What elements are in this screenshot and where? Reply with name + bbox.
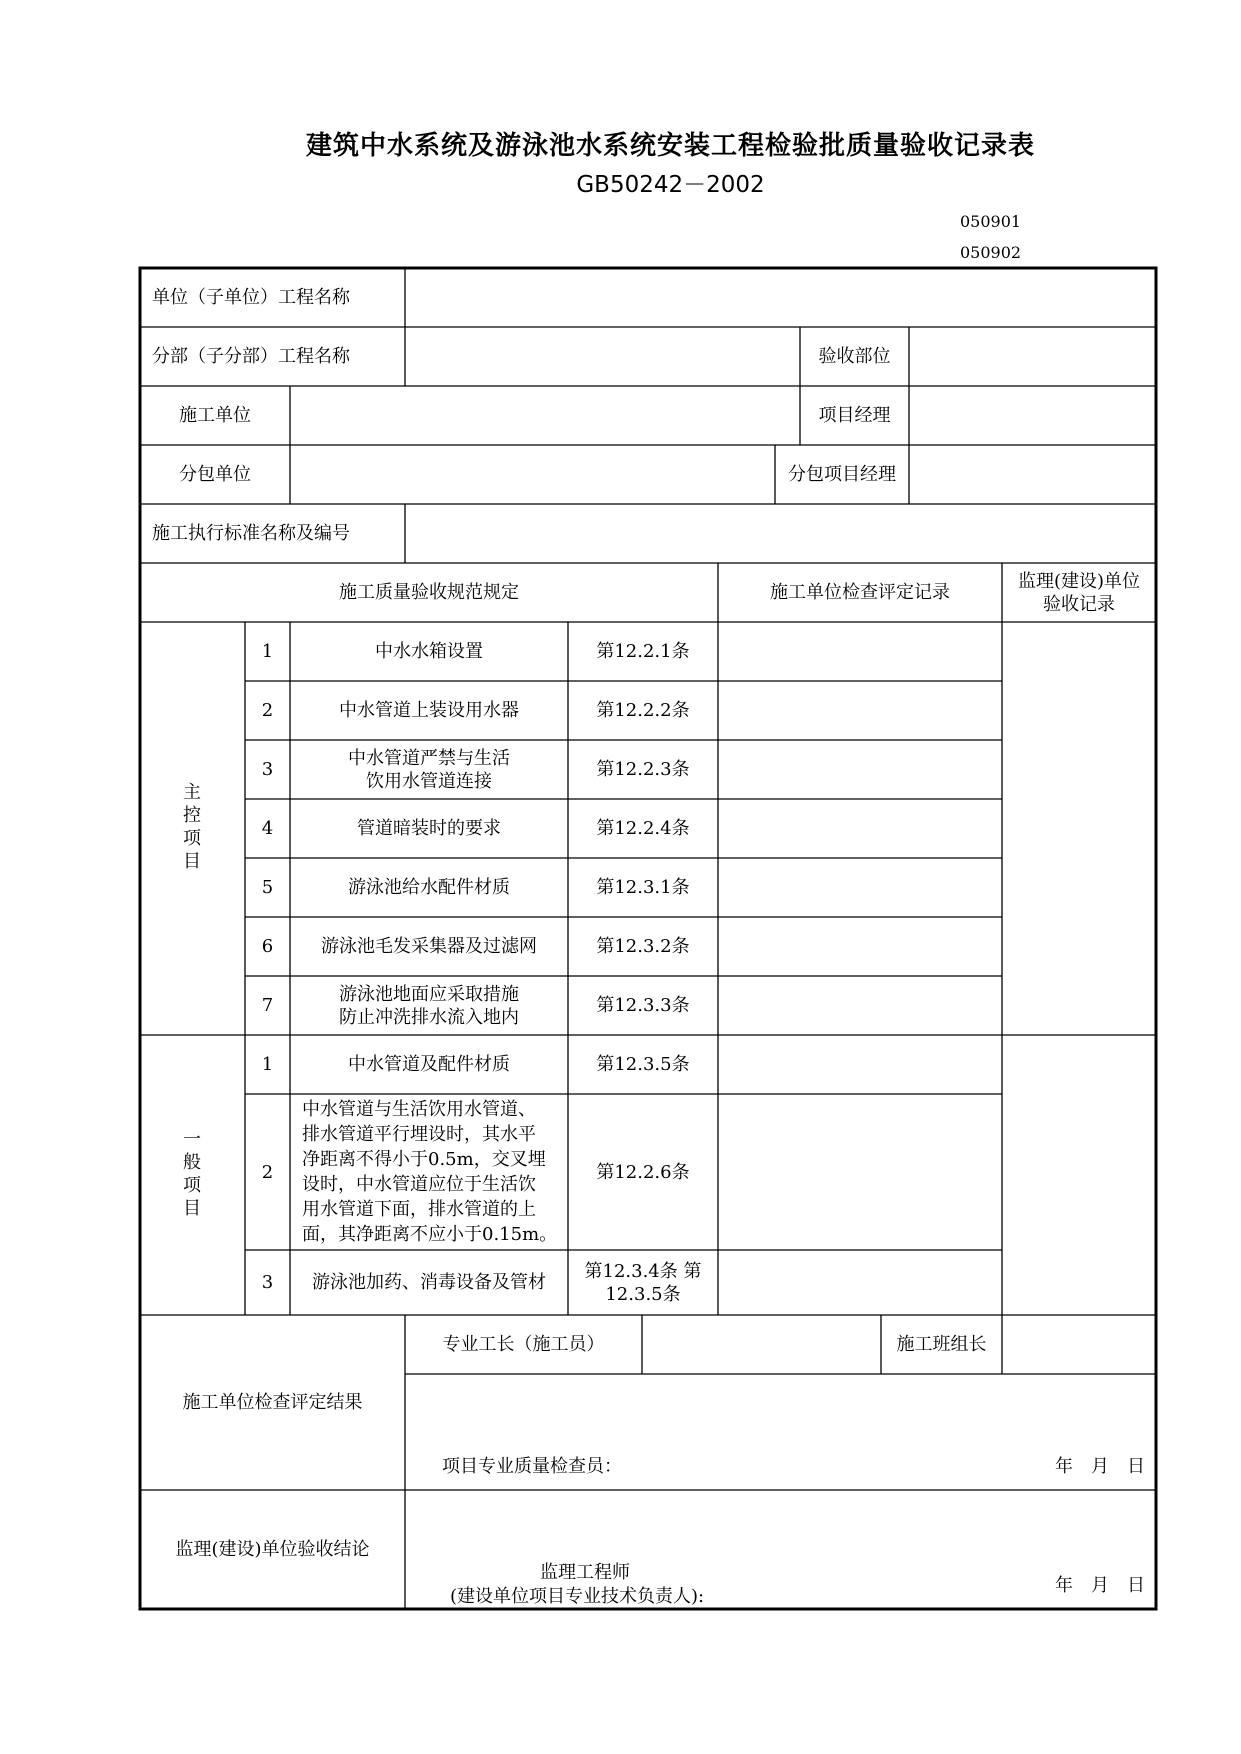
main-item-no: 4	[261, 818, 274, 839]
acceptance-part-value[interactable]	[909, 327, 1156, 386]
main-item-clause: 第12.2.2条	[596, 700, 690, 721]
main-item-clause: 第12.2.3条	[596, 759, 690, 780]
conclusion-label: 监理(建设)单位验收结论	[175, 1539, 370, 1560]
result-label: 施工单位检查评定结果	[182, 1392, 363, 1413]
main-item-clause: 第12.2.1条	[596, 641, 690, 662]
main-item-name: 游泳池给水配件材质	[348, 877, 510, 898]
form-code-2: 050902	[960, 243, 1022, 262]
main-item-name: 游泳池地面应采取措施 防止冲洗排水流入地内	[339, 983, 519, 1028]
sub-project-name-label: 分部（子分部）工程名称	[152, 346, 350, 367]
supervision-header	[1002, 563, 1156, 622]
main-item-clause: 第12.3.2条	[596, 936, 690, 957]
team-leader-label: 施工班组长	[896, 1334, 987, 1355]
general-item-clause: 第12.2.6条	[596, 1161, 690, 1183]
main-item-no: 5	[261, 877, 274, 898]
foreman-value[interactable]	[642, 1315, 881, 1374]
team-leader-value[interactable]	[1002, 1315, 1156, 1374]
standard-name-value[interactable]	[405, 504, 1156, 563]
result-date: 年 月 日	[1055, 1456, 1145, 1477]
conclusion-date: 年 月 日	[1055, 1575, 1145, 1596]
engineer-title: 监理工程师	[540, 1562, 630, 1583]
engineer-subtitle: (建设单位项目专业技术负责人):	[450, 1586, 705, 1607]
spec-header: 施工质量验收规范规定	[339, 582, 519, 603]
subcontract-unit-value[interactable]	[290, 445, 775, 504]
main-item-name: 中水水箱设置	[375, 641, 483, 662]
form-title: 建筑中水系统及游泳池水系统安装工程检验批质量验收记录表	[305, 131, 1035, 161]
main-item-name: 中水管道严禁与生活 饮用水管道连接	[348, 747, 510, 792]
unit-project-name-label: 单位（子单位）工程名称	[152, 287, 350, 308]
general-item-clause: 第12.3.5条	[596, 1054, 690, 1075]
project-manager-label: 项目经理	[818, 405, 891, 426]
general-item-name: 中水管道与生活饮用水管道、 排水管道平行埋设时，其水平 净距离不得小于0.5m，交叉埋 设时，中水管道应位于生活饮 用水管道下面，排水管道的上 面，其净距离不应小于0.15m。	[302, 1099, 558, 1245]
main-item-clause: 第12.3.3条	[596, 995, 690, 1016]
main-item-no: 6	[261, 936, 274, 957]
form-code-1: 050901	[960, 212, 1022, 231]
main-item-name: 中水管道上装设用水器	[339, 700, 519, 721]
main-items-label: 主 控 项 目	[183, 782, 201, 872]
main-item-name: 管道暗装时的要求	[357, 818, 501, 839]
main-item-clause: 第12.3.1条	[596, 877, 690, 898]
construction-unit-value[interactable]	[290, 386, 800, 445]
subcontract-unit-label: 分包单位	[179, 464, 251, 485]
general-item-name: 中水管道及配件材质	[348, 1054, 510, 1075]
acceptance-part-label: 验收部位	[818, 346, 891, 367]
foreman-label: 专业工长（施工员）	[442, 1334, 605, 1355]
sub-project-name-value[interactable]	[405, 327, 800, 386]
subcontract-manager-value[interactable]	[909, 445, 1156, 504]
standard-code: GB50242－2002	[576, 172, 765, 198]
main-item-no: 2	[261, 700, 274, 721]
supervision-header-line1: 监理(建设)单位	[1017, 570, 1141, 592]
standard-name-label: 施工执行标准名称及编号	[152, 523, 350, 544]
construction-unit-label: 施工单位	[179, 405, 251, 426]
general-item-no: 1	[261, 1054, 274, 1075]
inspector-label: 项目专业质量检查员：	[442, 1456, 622, 1477]
subcontract-manager-label: 分包项目经理	[788, 464, 896, 485]
supervision-header-line2: 验收记录	[1043, 593, 1115, 615]
project-manager-value[interactable]	[909, 386, 1156, 445]
general-item-clause: 第12.3.4条 第 12.3.5条	[584, 1260, 702, 1305]
unit-project-name-value[interactable]	[405, 268, 1156, 327]
main-item-no: 7	[261, 995, 274, 1016]
check-record-header: 施工单位检查评定记录	[770, 582, 950, 603]
general-item-no: 3	[261, 1272, 274, 1293]
main-item-clause: 第12.2.4条	[596, 818, 690, 839]
main-item-no: 3	[261, 759, 274, 780]
general-item-no: 2	[261, 1161, 274, 1183]
main-item-no: 1	[261, 641, 274, 662]
main-item-name: 游泳池毛发采集器及过滤网	[321, 936, 537, 957]
general-item-name: 游泳池加药、消毒设备及管材	[312, 1272, 546, 1293]
general-items-label: 一 般 项 目	[183, 1129, 201, 1219]
